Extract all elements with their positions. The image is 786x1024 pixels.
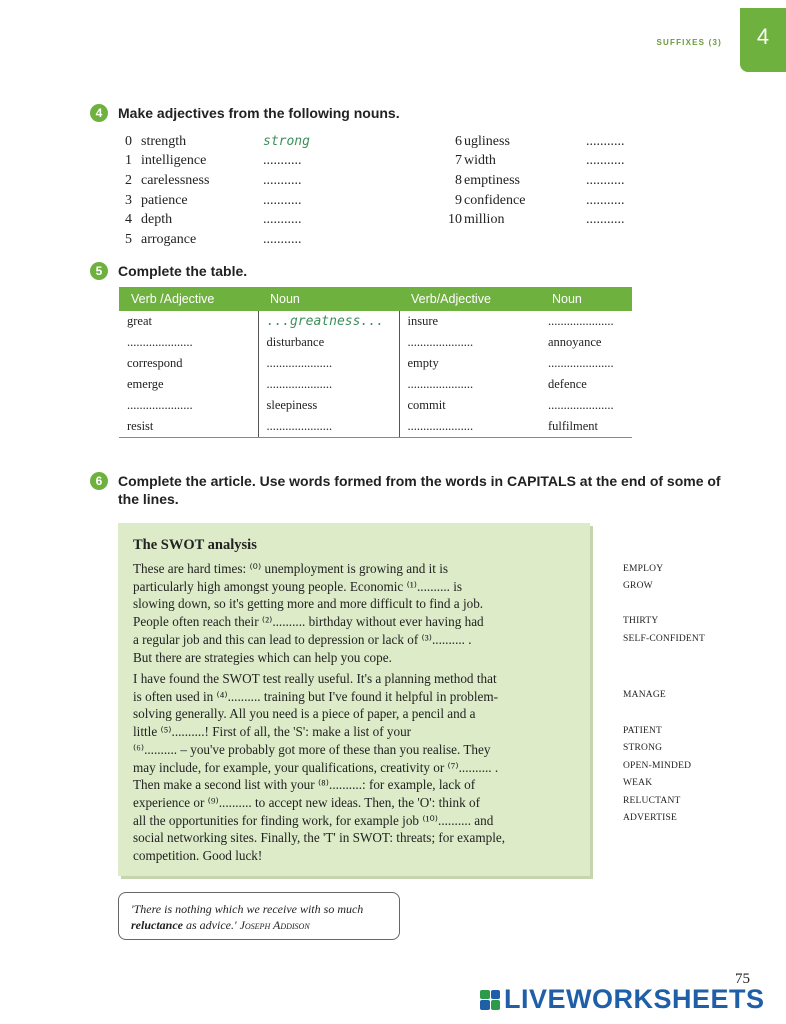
item-number: 1 — [125, 153, 132, 169]
article-title: The SWOT analysis — [133, 537, 257, 553]
article-line: I have found the SWOT test really useful. It's a planning method that — [133, 671, 497, 686]
item-word: width — [464, 153, 496, 169]
noun-list-right — [440, 132, 666, 230]
table-cell: insure — [399, 311, 540, 332]
answer-cell[interactable]: ..................... — [548, 356, 614, 370]
item-word: arrogance — [141, 231, 197, 247]
answer-field[interactable]: ........... — [263, 192, 302, 208]
capital-word: SELF-CONFIDENT — [623, 634, 705, 644]
table-cell: empty — [399, 353, 540, 374]
exercise-number-badge: 5 — [90, 262, 108, 280]
article-line: social networking sites. Finally, the 'T' in SWOT: threats; for example, — [133, 830, 506, 846]
capital-word: ADVERTISE — [623, 813, 678, 823]
exercise-4-heading — [90, 104, 400, 122]
item-number: 2 — [125, 172, 132, 188]
capital-word: EMPLOY — [623, 564, 664, 574]
table-row — [119, 332, 632, 353]
quote-line — [131, 917, 387, 933]
table-cell: great — [127, 314, 152, 328]
quote-box — [118, 892, 400, 940]
article-line: ⁽⁶⁾.......... – you've probably got more of these than you realise. They — [133, 741, 491, 757]
table-row — [119, 353, 632, 374]
list-item — [125, 191, 343, 211]
table-cell: resist — [119, 416, 258, 438]
answer-cell[interactable]: ...greatness... — [258, 311, 399, 332]
article-paragraph-1 — [133, 560, 583, 666]
exercise-instruction: Complete the table. — [118, 263, 248, 279]
exercise-instruction: Complete the article. Use words formed from the words in CAPITALS at the end of some of the lines. — [118, 473, 721, 507]
column-header: Verb/Adjective — [399, 287, 540, 311]
item-word: depth — [141, 212, 173, 228]
article-line: Then make a second list with your ⁽⁸⁾..........: for example, lack of — [133, 777, 476, 793]
article-line: But there are strategies which can help you cope. — [133, 649, 392, 665]
table-row — [119, 395, 632, 416]
exercise-number-badge: 4 — [90, 104, 108, 122]
answer-field[interactable]: ........... — [586, 212, 625, 228]
list-item — [125, 132, 343, 152]
answer-cell[interactable]: ..................... — [258, 416, 399, 438]
quote-keyword: reluctance — [131, 918, 183, 932]
answer-cell[interactable]: ..................... — [258, 374, 399, 395]
item-word: intelligence — [141, 153, 207, 169]
list-item — [440, 171, 666, 191]
item-word: confidence — [464, 192, 526, 208]
item-number: 9 — [455, 192, 462, 208]
capital-word: MANAGE — [623, 690, 666, 700]
brand-logo — [480, 984, 765, 1015]
exercise-6-heading — [90, 472, 730, 508]
answer-cell[interactable]: ..................... — [548, 314, 614, 328]
list-item — [440, 132, 666, 152]
table-cell: correspond — [127, 356, 183, 370]
capital-word: OPEN-MINDED — [623, 761, 692, 771]
article-line: may include, for example, your qualifications, creativity or ⁽⁷⁾.......... . — [133, 759, 499, 775]
list-item — [440, 191, 666, 211]
brand-name: LIVEWORKSHEETS — [504, 984, 765, 1014]
article-line: People often reach their ⁽²⁾.......... birthday without ever having had — [133, 614, 484, 630]
noun-list-left — [125, 132, 343, 250]
answer-field[interactable]: ........... — [586, 172, 625, 188]
item-word: carelessness — [141, 172, 210, 188]
table-cell: fulfilment — [540, 416, 632, 438]
answer-cell[interactable]: ..................... — [399, 374, 540, 395]
item-number: 7 — [455, 153, 462, 169]
item-word: patience — [141, 192, 188, 208]
article-line: slowing down, so it's getting more and more difficult to find a job. — [133, 596, 484, 612]
article-line: little ⁽⁵⁾..........! First of all, the 'S': make a list of your — [133, 724, 412, 740]
item-number: 5 — [125, 231, 132, 247]
answer-field[interactable]: ........... — [263, 153, 302, 169]
article-line: competition. Good luck! — [133, 848, 263, 864]
answer-cell[interactable]: ..................... — [399, 416, 540, 438]
list-item — [125, 171, 343, 191]
list-item — [125, 210, 343, 230]
article-line: solving generally. All you need is a piece of paper, a pencil and a — [133, 706, 476, 722]
table-cell: commit — [399, 395, 540, 416]
answer-field[interactable]: strong — [263, 134, 310, 150]
capital-word: RELUCTANT — [623, 796, 681, 806]
capital-word: PATIENT — [623, 726, 663, 736]
capital-word: STRONG — [623, 743, 663, 753]
item-number: 3 — [125, 192, 132, 208]
item-word: ugliness — [464, 133, 510, 149]
table-row — [119, 374, 632, 395]
article-paragraph-2 — [133, 670, 583, 865]
table-cell: sleepiness — [258, 395, 399, 416]
answer-field[interactable]: ........... — [263, 172, 302, 188]
list-item — [440, 210, 666, 230]
table-cell: disturbance — [258, 332, 399, 353]
table-row — [119, 416, 632, 438]
exercise-instruction: Make adjectives from the following nouns. — [118, 105, 400, 121]
answer-cell[interactable]: ..................... — [258, 353, 399, 374]
answer-cell[interactable]: ..................... — [548, 398, 614, 412]
table-cell: annoyance — [548, 335, 602, 349]
capital-word: WEAK — [623, 778, 653, 788]
list-item — [125, 152, 343, 172]
item-number: 0 — [125, 133, 132, 149]
column-header: Verb /Adjective — [119, 287, 258, 311]
answer-cell[interactable]: ..................... — [399, 332, 540, 353]
item-word: emptiness — [464, 172, 520, 188]
article-line: experience or ⁽⁹⁾.......... to accept new ideas. Then, the 'O': think of — [133, 794, 480, 810]
exercise-number-badge: 6 — [90, 472, 108, 490]
item-number: 10 — [448, 212, 462, 228]
answer-field[interactable]: ........... — [263, 212, 302, 228]
article-box — [118, 523, 590, 876]
unit-tab: 4 — [740, 8, 786, 72]
answer-cell[interactable]: ..................... — [127, 335, 193, 349]
quote-text: as advice.' — [183, 918, 237, 932]
table-header-row — [119, 287, 632, 311]
section-label: SUFFIXES (3) — [656, 38, 722, 47]
table-cell: emerge — [127, 377, 164, 391]
quote-line: 'There is nothing which we receive with so much — [131, 902, 364, 916]
word-table — [119, 287, 632, 438]
capital-word: GROW — [623, 581, 653, 591]
table-cell: defence — [548, 377, 587, 391]
article-line: is often used in ⁽⁴⁾.......... training but I've found it helpful in problem- — [133, 688, 499, 704]
page-number: 75 — [735, 971, 750, 987]
answer-field[interactable]: ........... — [586, 153, 625, 169]
item-number: 8 — [455, 172, 462, 188]
item-number: 6 — [455, 133, 462, 149]
list-item — [125, 230, 343, 250]
answer-cell[interactable]: ..................... — [127, 398, 193, 412]
column-header: Noun — [540, 287, 632, 311]
table-row — [119, 311, 632, 332]
article-line: These are hard times: ⁽⁰⁾ unemployment is growing and it is — [133, 561, 449, 576]
item-number: 4 — [125, 212, 132, 228]
article-line: all the opportunities for finding work, for example job ⁽¹⁰⁾.......... and — [133, 812, 494, 828]
quote-author: Joseph Addison — [239, 918, 310, 932]
article-line: particularly high amongst young people. Economic ⁽¹⁾.......... is — [133, 578, 463, 594]
exercise-5-heading — [90, 262, 247, 280]
item-word: strength — [141, 133, 187, 149]
capital-word: THIRTY — [623, 616, 659, 626]
item-word: million — [464, 212, 505, 228]
column-header: Noun — [258, 287, 399, 311]
answer-field[interactable]: ........... — [586, 133, 625, 149]
list-item — [440, 152, 666, 172]
answer-field[interactable]: ........... — [263, 231, 302, 247]
answer-field[interactable]: ........... — [586, 192, 625, 208]
article-line: a regular job and this can lead to depression or lack of ⁽³⁾.......... . — [133, 631, 472, 647]
liveworksheets-icon — [480, 990, 500, 1010]
